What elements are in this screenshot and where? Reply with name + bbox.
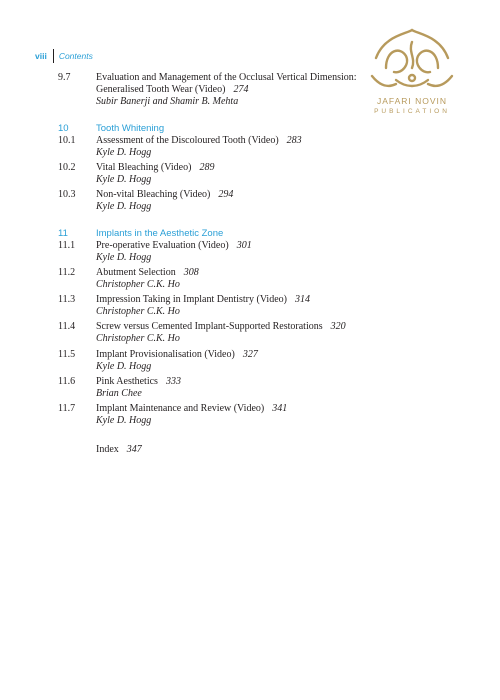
entry-body — [96, 294, 386, 318]
entry-author: Kyle D. Hogg — [96, 252, 152, 264]
entry-title: Screw versus Cemented Implant-Supported Restorations — [96, 321, 323, 332]
entry-title: Implant Maintenance and Review (Video) — [96, 403, 265, 414]
entry-page: 341 — [272, 403, 288, 414]
entry-body — [96, 321, 386, 345]
entry-title-line — [96, 294, 386, 306]
entry-title-line — [96, 135, 386, 147]
entry-page: 308 — [183, 267, 199, 278]
entry-page: 327 — [242, 349, 258, 360]
entry-title: Vital Bleaching (Video) — [96, 162, 192, 173]
entry-author: Christopher C.K. Ho — [96, 306, 180, 318]
entry-author: Kyle D. Hogg — [96, 174, 152, 186]
chapter-number: 11 — [58, 228, 68, 239]
index-label: Index — [96, 444, 119, 455]
entry-body — [96, 72, 386, 109]
entry-title-line — [96, 403, 386, 415]
chapter-title: Implants in the Aesthetic Zone — [96, 228, 224, 239]
entry-number: 11.5 — [58, 349, 76, 360]
entry-author: Kyle D. Hogg — [96, 361, 152, 373]
entry-body — [96, 162, 386, 186]
entry-author: Subir Banerji and Shamir B. Mehta — [96, 96, 239, 108]
entry-title: Pre-operative Evaluation (Video) — [96, 240, 229, 251]
entry-title-line — [96, 267, 386, 279]
entry-title-cont — [96, 84, 386, 96]
page-number: viii — [35, 51, 47, 61]
entry-page: 283 — [286, 135, 302, 146]
entry-number: 11.7 — [58, 403, 76, 414]
entry-title-line — [96, 321, 386, 333]
entry-number: 11.6 — [58, 376, 76, 387]
entry-title: Impression Taking in Implant Dentistry (Video) — [96, 294, 287, 305]
publisher-sub: PUBLICATION — [374, 108, 450, 115]
entry-author: Kyle D. Hogg — [96, 201, 152, 213]
entry-body — [96, 349, 386, 373]
entry-title: Pink Aesthetics — [96, 376, 158, 387]
entry-number: 10.2 — [58, 162, 76, 173]
entry-page: 301 — [236, 240, 252, 251]
entry-number: 10.3 — [58, 189, 76, 200]
entry-title: Evaluation and Management of the Occlusal Vertical Dimension: — [96, 72, 357, 83]
entry-title-line — [96, 376, 386, 388]
entry-title: Implant Provisionalisation (Video) — [96, 349, 235, 360]
running-title: Contents — [58, 51, 93, 61]
entry-number: 11.2 — [58, 267, 76, 278]
entry-title: Assessment of the Discoloured Tooth (Video) — [96, 135, 279, 146]
entry-title-line — [96, 240, 386, 252]
chapter-number: 10 — [58, 123, 69, 134]
entry-body — [96, 240, 386, 264]
entry-body — [96, 189, 386, 213]
entry-author: Christopher C.K. Ho — [96, 333, 180, 345]
entry-number: 11.4 — [58, 321, 76, 332]
entry-number: 11.3 — [58, 294, 76, 305]
entry-title: Non-vital Bleaching (Video) — [96, 189, 211, 200]
entry-number: 11.1 — [58, 240, 76, 251]
entry-title-line2: Generalised Tooth Wear (Video) — [96, 84, 226, 96]
entry-author: Kyle D. Hogg — [96, 147, 152, 159]
entry-number: 10.1 — [58, 135, 76, 146]
entry-title-line — [96, 162, 386, 174]
publisher-brand: JAFARI NOVIN — [376, 96, 448, 106]
entry-page: 320 — [330, 321, 346, 332]
chapter-title: Tooth Whitening — [96, 123, 165, 134]
entry-page: 274 — [233, 84, 249, 96]
entry-author: Kyle D. Hogg — [96, 415, 152, 427]
entry-title: Abutment Selection — [96, 267, 176, 278]
entry-author: Brian Chee — [96, 388, 142, 400]
entry-body — [96, 376, 386, 400]
entry-page: 289 — [199, 162, 215, 173]
entry-page: 294 — [218, 189, 234, 200]
entry-page: 333 — [165, 376, 181, 387]
index-page: 347 — [126, 444, 142, 455]
entry-body — [96, 403, 386, 427]
entry-page: 314 — [294, 294, 310, 305]
entry-author: Christopher C.K. Ho — [96, 279, 180, 291]
entry-number: 9.7 — [58, 72, 71, 83]
entry-body — [96, 267, 386, 291]
toc-index-entry[interactable] — [96, 444, 142, 455]
entry-body — [96, 135, 386, 159]
entry-title-line — [96, 349, 386, 361]
entry-title-line — [96, 189, 386, 201]
